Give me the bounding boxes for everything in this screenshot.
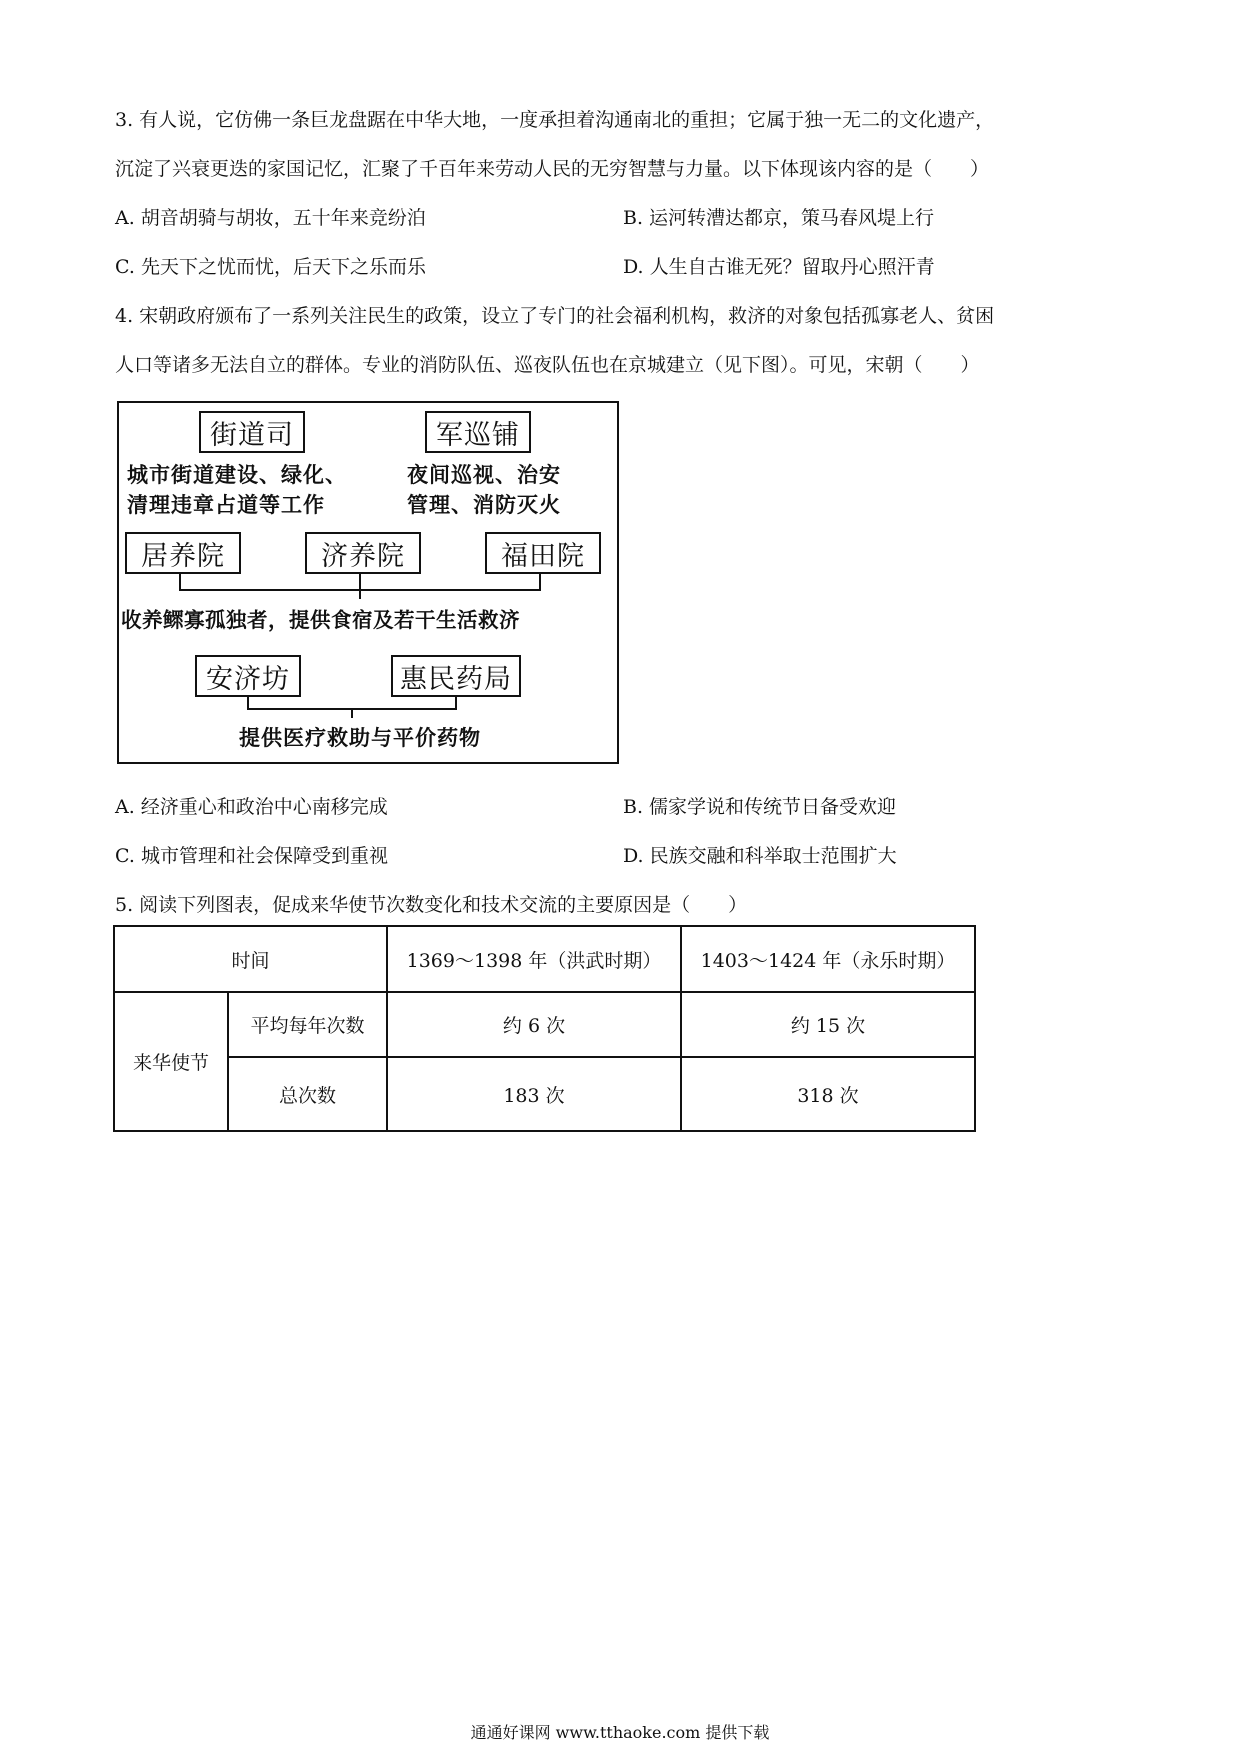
table-cell: 318 次	[681, 1057, 975, 1131]
diagram-box-jiedaosi: 街道司	[199, 411, 305, 453]
q4-option-a: A. 经济重心和政治中心南移完成	[115, 796, 388, 818]
diagram-desc-welfare: 收养鳏寡孤独者，提供食宿及若干生活救济	[121, 608, 520, 632]
diagram-desc-junxunpu-2: 管理、消防灭火	[407, 492, 561, 517]
table-header-hongwu: 1369～1398 年（洪武时期）	[387, 926, 681, 992]
diagram-desc-jiedaosi-1: 城市街道建设、绿化、	[127, 462, 347, 487]
q3-option-c: C. 先天下之忧而忧，后天下之乐而乐	[115, 256, 426, 278]
diagram-connector	[359, 589, 361, 599]
table-header-time: 时间	[114, 926, 387, 992]
q3-option-b: B. 运河转漕达都京，策马春风堤上行	[623, 207, 935, 229]
diagram-desc-jiedaosi-2: 清理违章占道等工作	[127, 492, 325, 517]
table-row	[114, 1057, 975, 1131]
diagram-box-junxunpu: 军巡铺	[425, 411, 531, 453]
page-footer: 通通好课网 www.tthaoke.com 提供下载	[470, 1723, 770, 1742]
diagram-connector	[359, 574, 361, 590]
q4-stem-line1: 4. 宋朝政府颁布了一系列关注民生的政策，设立了专门的社会福利机构，救济的对象包括孤寡老人、贫困	[115, 305, 995, 327]
q4-option-b: B. 儒家学说和传统节日备受欢迎	[623, 796, 897, 818]
table-row	[114, 926, 975, 992]
table-header-yongle: 1403～1424 年（永乐时期）	[681, 926, 975, 992]
diagram-desc-junxunpu-1: 夜间巡视、治安	[407, 462, 561, 487]
song-institutions-diagram	[117, 401, 619, 764]
q4-stem-line2: 人口等诸多无法自立的群体。专业的消防队伍、巡夜队伍也在京城建立（见下图）。可见，宋朝（ ）	[115, 354, 980, 376]
diagram-desc-medical: 提供医疗救助与平价药物	[239, 725, 481, 750]
table-cell: 约 6 次	[387, 992, 681, 1057]
envoy-table	[113, 925, 976, 1132]
q3-option-a: A. 胡音胡骑与胡妆，五十年来竞纷泊	[115, 207, 426, 229]
q3-option-d: D. 人生自古谁无死？留取丹心照汗青	[623, 256, 935, 278]
table-row-group-label: 来华使节	[114, 992, 228, 1131]
table-row-label-annual: 平均每年次数	[228, 992, 387, 1057]
q5-stem-line1: 5. 阅读下列图表，促成来华使节次数变化和技术交流的主要原因是（ ）	[115, 894, 748, 916]
table-row	[114, 992, 975, 1057]
diagram-connector	[351, 708, 353, 718]
diagram-connector	[179, 574, 181, 590]
table-row-label-total: 总次数	[228, 1057, 387, 1131]
diagram-box-jiyangyuan: 济养院	[305, 532, 421, 574]
diagram-box-futianyuan: 福田院	[485, 532, 601, 574]
diagram-connector	[539, 574, 541, 590]
diagram-box-anjifang: 安济坊	[195, 655, 301, 697]
table-cell: 183 次	[387, 1057, 681, 1131]
q3-stem-line1: 3. 有人说，它仿佛一条巨龙盘踞在中华大地，一度承担着沟通南北的重担；它属于独一无二的文化遗产，	[115, 109, 995, 131]
q3-stem-line2: 沉淀了兴衰更迭的家国记忆，汇聚了千百年来劳动人民的无穷智慧与力量。以下体现该内容的是（ ）	[115, 158, 990, 180]
q4-option-d: D. 民族交融和科举取士范围扩大	[623, 845, 897, 867]
diagram-box-juyangyuan: 居养院	[125, 532, 241, 574]
q4-option-c: C. 城市管理和社会保障受到重视	[115, 845, 388, 867]
table-cell: 约 15 次	[681, 992, 975, 1057]
diagram-box-huiminyaoju: 惠民药局	[391, 655, 521, 697]
